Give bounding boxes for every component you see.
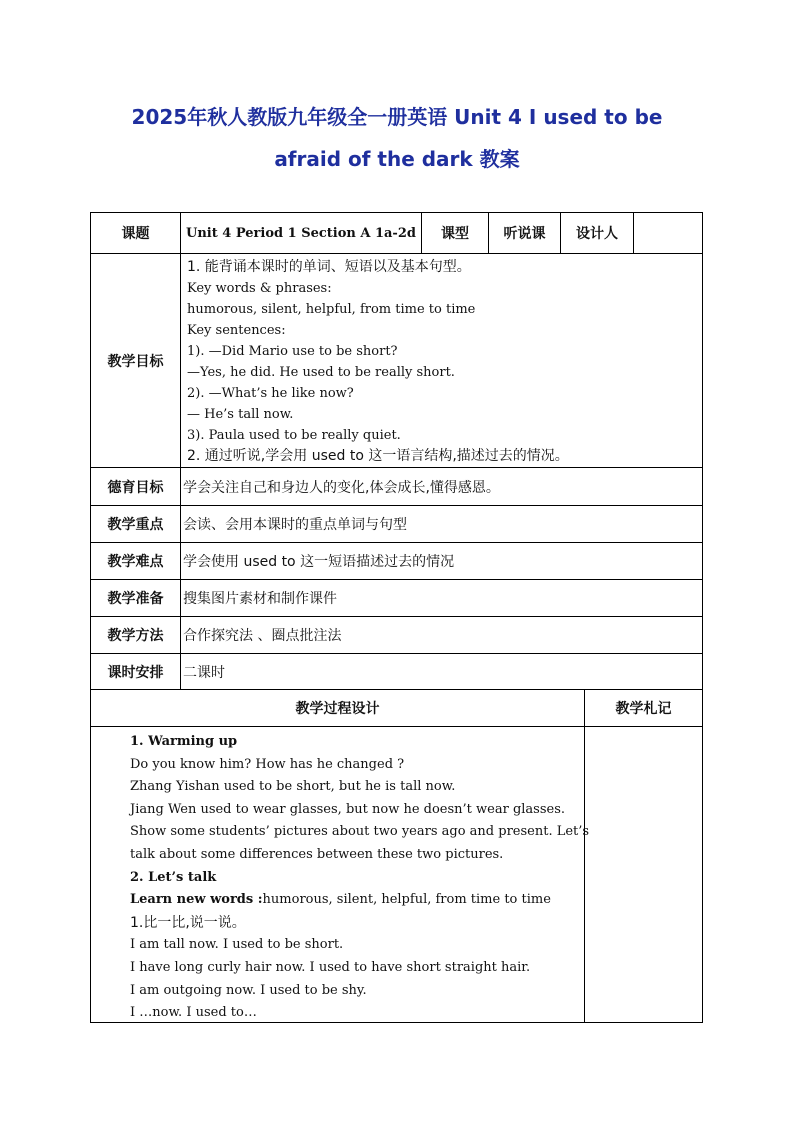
objective-line: Key sentences:: [187, 323, 286, 338]
difficulties-label: 教学难点: [91, 543, 181, 579]
key-points-value: 会读、会用本课时的重点单词与句型: [183, 517, 407, 533]
objectives-label: 教学目标: [91, 254, 181, 467]
compare-line: I have long curly hair now. I used to have short straight hair.: [130, 959, 531, 975]
compare-line: I …now. I used to…: [130, 1005, 257, 1021]
title-line-1: 2025年秋人教版九年级全一册英语 Unit 4 I used to be: [131, 105, 663, 129]
objective-line: Key words & phrases:: [187, 281, 332, 296]
objective-line: 1. 能背诵本课时的单词、短语以及基本句型。: [187, 259, 471, 275]
objective-line: — He’s tall now.: [187, 407, 294, 422]
objective-line: —Yes, he did. He used to be really short.: [187, 365, 455, 380]
objective-line: 3). Paula used to be really quiet.: [187, 428, 401, 443]
warming-up-heading: 1. Warming up: [130, 734, 238, 749]
lets-talk-heading: 2. Let’s talk: [130, 869, 217, 885]
new-words-value: humorous, silent, helpful, from time to time: [262, 892, 551, 908]
objectives-row: [90, 254, 703, 468]
warming-line: Zhang Yishan used to be short, but he is tall now.: [130, 779, 456, 795]
objective-line: 2). —What’s he like now?: [187, 386, 354, 401]
new-words-label: Learn new words :: [130, 892, 263, 908]
moral-value: 学会关注自己和身边人的变化,体会成长,懂得感恩。: [183, 479, 500, 496]
lesson-plan-table: [90, 212, 703, 1023]
difficulties-row: [90, 543, 703, 580]
warming-line: Jiang Wen used to wear glasses, but now he doesn’t wear glasses.: [130, 801, 566, 817]
topic-value: Unit 4 Period 1 Section A 1a-2d: [181, 213, 422, 253]
process-design-header: 教学过程设计: [91, 690, 585, 726]
methods-row: [90, 617, 703, 654]
designer-value: [634, 213, 702, 253]
process-row: [90, 727, 703, 1023]
designer-label: 设计人: [561, 213, 634, 253]
moral-row: [90, 468, 703, 506]
preparation-row: [90, 580, 703, 617]
objective-line: 1). —Did Mario use to be short?: [187, 344, 398, 359]
difficulties-value: 学会使用 used to 这一短语描述过去的情况: [183, 554, 455, 570]
objective-line: humorous, silent, helpful, from time to time: [187, 302, 476, 317]
process-content: [91, 727, 590, 1022]
schedule-value: 二课时: [183, 664, 225, 681]
schedule-row: [90, 654, 703, 690]
compare-heading: 1.比一比,说一说。: [130, 914, 246, 931]
header-row: [90, 212, 703, 254]
preparation-label: 教学准备: [91, 580, 181, 616]
warming-line: Show some students’ pictures about two years ago and present. Let’s: [130, 824, 590, 840]
preparation-value: 搜集图片素材和制作课件: [183, 591, 337, 607]
warming-line: talk about some differences between these two pictures.: [130, 846, 504, 862]
new-words-line: [130, 889, 584, 912]
type-value: 听说课: [489, 213, 561, 253]
schedule-label: 课时安排: [91, 654, 181, 689]
type-label: 课型: [422, 213, 489, 253]
compare-line: I am tall now. I used to be short.: [130, 937, 344, 953]
moral-label: 德育目标: [91, 468, 181, 505]
objective-line: 2. 通过听说,学会用 used to 这一语言结构,描述过去的情况。: [187, 448, 569, 464]
document-title: [0, 96, 794, 180]
key-points-label: 教学重点: [91, 506, 181, 542]
methods-value: 合作探究法 、圈点批注法: [183, 628, 342, 644]
title-line-2: afraid of the dark 教案: [274, 147, 520, 171]
process-notes-header: 教学札记: [615, 701, 672, 717]
objectives-content: [181, 254, 702, 467]
methods-label: 教学方法: [91, 617, 181, 653]
process-notes-cell: [585, 727, 702, 1022]
topic-label: 课题: [91, 213, 181, 253]
compare-line: I am outgoing now. I used to be shy.: [130, 982, 367, 998]
process-header-row: [90, 690, 703, 727]
key-points-row: [90, 506, 703, 543]
warming-line: Do you know him? How has he changed ?: [130, 756, 405, 772]
